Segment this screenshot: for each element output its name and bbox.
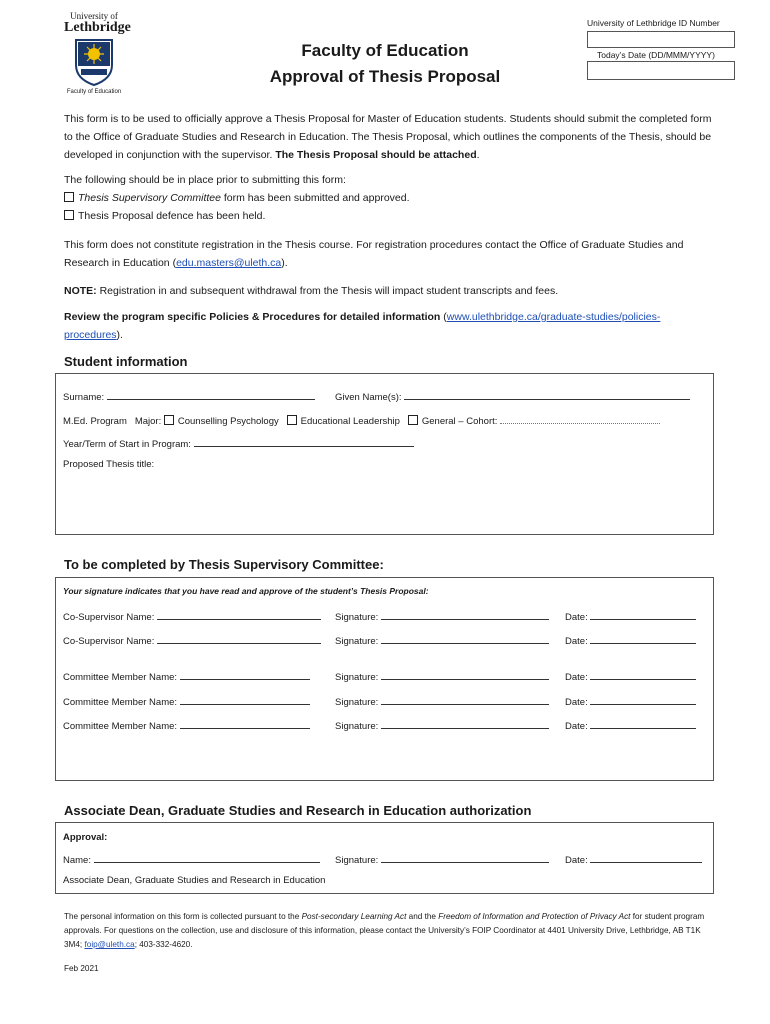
review-open: ( [440, 311, 447, 323]
cosupervisor-2-label: Co-Supervisor Name: [63, 636, 155, 647]
given-name-field[interactable] [404, 390, 690, 400]
prereq-committee-italic: Thesis Supervisory Committee [78, 192, 221, 204]
note-paragraph [64, 282, 714, 300]
logo-line1: University of [70, 11, 118, 21]
given-name-row [335, 390, 690, 403]
edu-masters-email-link[interactable]: edu.masters@uleth.ca [176, 257, 282, 269]
cosupervisor-2-signature-row [335, 634, 549, 647]
dean-date-field[interactable] [590, 853, 702, 863]
cosupervisor-1-signature-field[interactable] [381, 610, 549, 620]
member-1-signature-row [335, 670, 549, 683]
dean-box [55, 822, 714, 894]
privacy-act-1: Post-secondary Learning Act [301, 912, 407, 921]
major-counselling: Counselling Psychology [177, 416, 279, 427]
privacy-text-2: and the [406, 912, 439, 921]
thesis-title-label: Proposed Thesis title: [63, 459, 155, 470]
member-2-row [63, 695, 310, 708]
dean-signature-row [335, 853, 549, 866]
member-3-signature-row [335, 719, 549, 732]
note-label: NOTE: [64, 285, 97, 297]
cosupervisor-2-signature-field[interactable] [381, 634, 549, 644]
checkbox-defence[interactable] [64, 210, 74, 220]
signature-label: Signature: [335, 636, 379, 647]
todays-date-label: Today’s Date (DD/MMM/YYYY) [597, 50, 715, 60]
registration-text: This form does not constitute registration in the Thesis course. For registration procedures contact the Office of Graduate Studies and Research in Education ( [64, 239, 684, 269]
student-info-heading: Student information [64, 354, 188, 369]
intro-bold: The Thesis Proposal should be attached [275, 149, 477, 161]
checkbox-general[interactable] [408, 415, 418, 425]
title-line2: Approval of Thesis Proposal [269, 67, 501, 86]
signature-label: Signature: [335, 612, 379, 623]
year-term-label: Year/Term of Start in Program: [63, 439, 191, 450]
dean-name-label: Name: [63, 855, 91, 866]
privacy-text-4: ; 403-332-4620. [134, 940, 193, 949]
cohort-field[interactable] [500, 414, 660, 424]
year-term-row [63, 437, 414, 450]
major-leadership: Educational Leadership [300, 416, 400, 427]
cosupervisor-2-date-row [565, 634, 696, 647]
member-2-label: Committee Member Name: [63, 697, 178, 708]
intro-end: . [476, 149, 480, 161]
member-3-label: Committee Member Name: [63, 721, 178, 732]
id-number-field[interactable] [587, 31, 735, 48]
note-text: Registration in and subsequent withdrawal from the Thesis will impact student transcripts and fees. [96, 285, 559, 297]
program-row [63, 414, 660, 427]
review-end: ). [116, 329, 123, 341]
foip-email-link[interactable]: foip@uleth.ca [84, 940, 135, 949]
given-name-label: Given Name(s): [335, 392, 402, 403]
form-version: Feb 2021 [64, 964, 99, 973]
logo-faculty: Faculty of Education [66, 89, 122, 95]
logo-line2: Lethbridge [64, 20, 131, 35]
member-2-name-field[interactable] [180, 695, 310, 705]
prerequisites-intro: The following should be in place prior to submitting this form: [64, 174, 346, 186]
member-2-date-row [565, 695, 696, 708]
university-logo [64, 11, 131, 95]
committee-box [55, 577, 714, 781]
member-1-signature-field[interactable] [381, 670, 549, 680]
cosupervisor-2-date-field[interactable] [590, 634, 696, 644]
policies-link[interactable]: www.ulethbridge.ca/graduate-studies/policies-procedures [64, 311, 661, 341]
review-bold: Review the program specific Policies & Procedures for detailed information [64, 311, 441, 323]
member-1-label: Committee Member Name: [63, 672, 178, 683]
privacy-notice [64, 910, 714, 952]
checkbox-counselling[interactable] [164, 415, 174, 425]
prereq-item-defence [64, 207, 714, 225]
member-3-name-field[interactable] [180, 719, 310, 729]
date-label: Date: [565, 612, 588, 623]
student-info-box [55, 373, 714, 535]
registration-paragraph [64, 236, 714, 272]
surname-row [63, 390, 315, 403]
date-label: Date: [565, 697, 588, 708]
member-3-date-row [565, 719, 696, 732]
id-number-label: University of Lethbridge ID Number [587, 18, 720, 28]
dean-name-field[interactable] [94, 853, 320, 863]
cosupervisor-1-label: Co-Supervisor Name: [63, 612, 155, 623]
member-1-date-field[interactable] [590, 670, 696, 680]
privacy-act-2: Freedom of Information and Protection of Privacy Act [438, 912, 631, 921]
prerequisites-block [64, 171, 714, 225]
dean-heading: Associate Dean, Graduate Studies and Research in Education authorization [64, 803, 532, 818]
prereq-defence-text: Thesis Proposal defence has been held. [78, 210, 266, 222]
cosupervisor-2-name-field[interactable] [157, 634, 321, 644]
member-2-signature-field[interactable] [381, 695, 549, 705]
privacy-text-1: The personal information on this form is collected pursuant to the [64, 912, 302, 921]
prereq-item-committee [64, 189, 714, 207]
surname-label: Surname: [63, 392, 105, 403]
cosupervisor-1-name-field[interactable] [157, 610, 321, 620]
dean-role-label: Associate Dean, Graduate Studies and Research in Education [63, 875, 326, 886]
signature-label: Signature: [335, 672, 379, 683]
cosupervisor-1-date-row [565, 610, 696, 623]
cosupervisor-2-row [63, 634, 321, 647]
cosupervisor-1-row [63, 610, 321, 623]
committee-heading: To be completed by Thesis Supervisory Committee: [64, 557, 384, 572]
member-1-row [63, 670, 310, 683]
checkbox-committee[interactable] [64, 192, 74, 202]
dean-signature-label: Signature: [335, 855, 379, 866]
todays-date-field[interactable] [587, 61, 735, 80]
member-3-row [63, 719, 310, 732]
member-3-signature-field[interactable] [381, 719, 549, 729]
year-term-field[interactable] [194, 437, 414, 447]
dean-signature-field[interactable] [381, 853, 549, 863]
surname-field[interactable] [107, 390, 315, 400]
prereq-committee-text: form has been submitted and approved. [220, 192, 410, 204]
member-1-name-field[interactable] [180, 670, 310, 680]
cosupervisor-1-signature-row [335, 610, 549, 623]
approval-label: Approval: [63, 832, 108, 843]
major-label: Major: [134, 416, 162, 427]
member-2-date-field[interactable] [590, 695, 696, 705]
date-label: Date: [565, 721, 588, 732]
signature-label: Signature: [335, 697, 379, 708]
signature-label: Signature: [335, 721, 379, 732]
member-2-signature-row [335, 695, 549, 708]
member-1-date-row [565, 670, 696, 683]
major-general-cohort: General – Cohort: [421, 416, 498, 427]
dean-date-row [565, 853, 702, 866]
committee-instruction: Your signature indicates that you have read and approve of the student’s Thesis Proposal: [63, 586, 429, 596]
dean-date-label: Date: [565, 855, 588, 866]
program-label: M.Ed. Program [63, 416, 127, 427]
checkbox-leadership[interactable] [287, 415, 297, 425]
privacy-text-3: for student program approvals. For questions on the collection, use and disclosure of this information, please contact the University’s FOIP Coordinator at 4401 University Drive, Lethbridge, AB T1K 3M4; [64, 912, 705, 949]
intro-paragraph [64, 110, 714, 164]
dean-name-row [63, 853, 320, 866]
date-label: Date: [565, 636, 588, 647]
member-3-date-field[interactable] [590, 719, 696, 729]
cosupervisor-1-date-field[interactable] [590, 610, 696, 620]
date-label: Date: [565, 672, 588, 683]
logo-crest-icon [72, 37, 116, 87]
title-line1: Faculty of Education [301, 41, 469, 60]
intro-text: This form is to be used to officially approve a Thesis Proposal for Master of Education students. Students should submit the completed form to the Office of Graduate Studies and Research in Education. The Thesis Proposal, which outlines the components of the Thesis, should be developed in conjunction with the supervisor. [64, 113, 712, 161]
review-paragraph [64, 308, 714, 344]
registration-end: ). [281, 257, 288, 269]
page-title [230, 38, 540, 90]
